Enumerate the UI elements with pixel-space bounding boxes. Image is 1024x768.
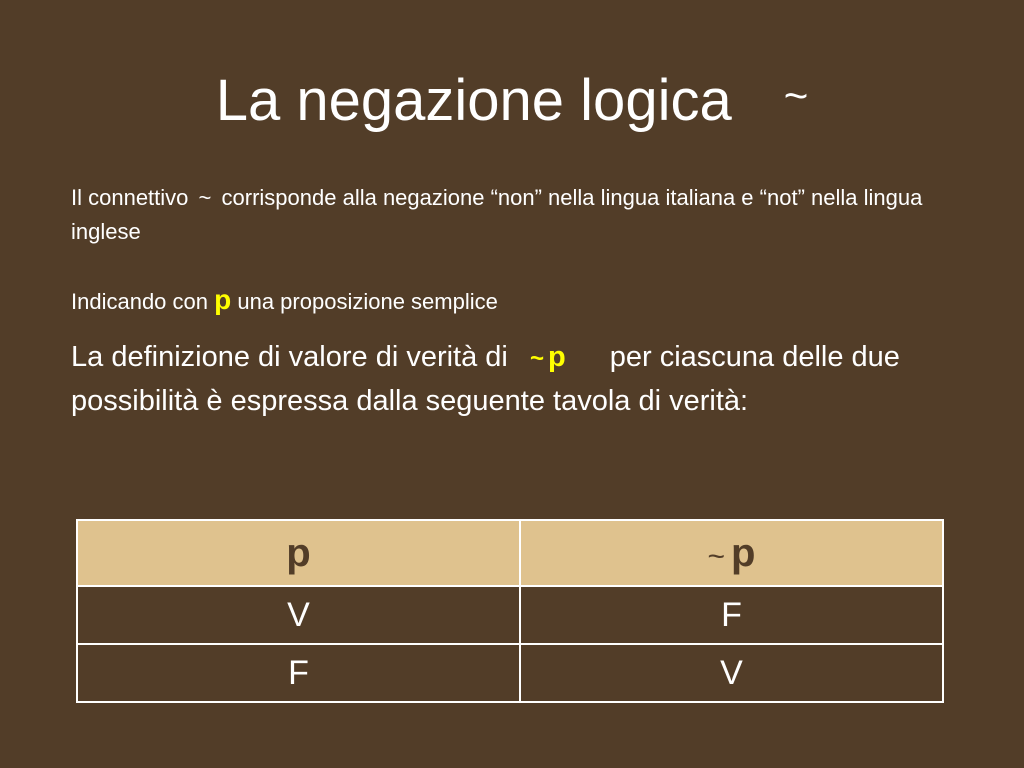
p2-variable: p: [214, 284, 232, 315]
p2-before: Indicando con: [71, 289, 208, 314]
p1-after: corrisponde alla negazione “non” nella lingua italiana e “not” nella lingua inglese: [71, 185, 923, 244]
title-tilde-symbol: ~: [783, 72, 809, 119]
table-row: [77, 644, 943, 702]
truth-table-header-row: [77, 520, 943, 586]
p1-tilde-symbol: ~: [198, 185, 212, 210]
header-tilde: ~: [707, 539, 726, 573]
p1-before: Il connettivo: [71, 185, 189, 210]
proposition-intro: [71, 283, 991, 319]
cell-not-p: V: [520, 644, 943, 702]
table-row: [77, 586, 943, 644]
truth-table: [76, 519, 944, 703]
header-p: p: [77, 520, 520, 586]
p3-before: La definizione di valore di verità di: [71, 341, 508, 373]
cell-p: V: [77, 586, 520, 644]
slide-title: [0, 60, 1024, 137]
header-not-p: [520, 520, 943, 586]
p3-after: per ciascuna delle due possibilità è espressa dalla seguente tavola di verità:: [71, 341, 900, 417]
p3-expression: [530, 341, 566, 373]
connective-description: [71, 181, 991, 249]
p3-expr-var: p: [547, 341, 566, 373]
header-var: p: [731, 530, 756, 575]
definition-text: [71, 336, 991, 422]
cell-not-p: F: [520, 586, 943, 644]
p2-after: una proposizione semplice: [237, 289, 498, 314]
cell-p: F: [77, 644, 520, 702]
p3-expr-tilde: ~: [529, 345, 544, 372]
title-text: La negazione logica: [215, 68, 732, 133]
